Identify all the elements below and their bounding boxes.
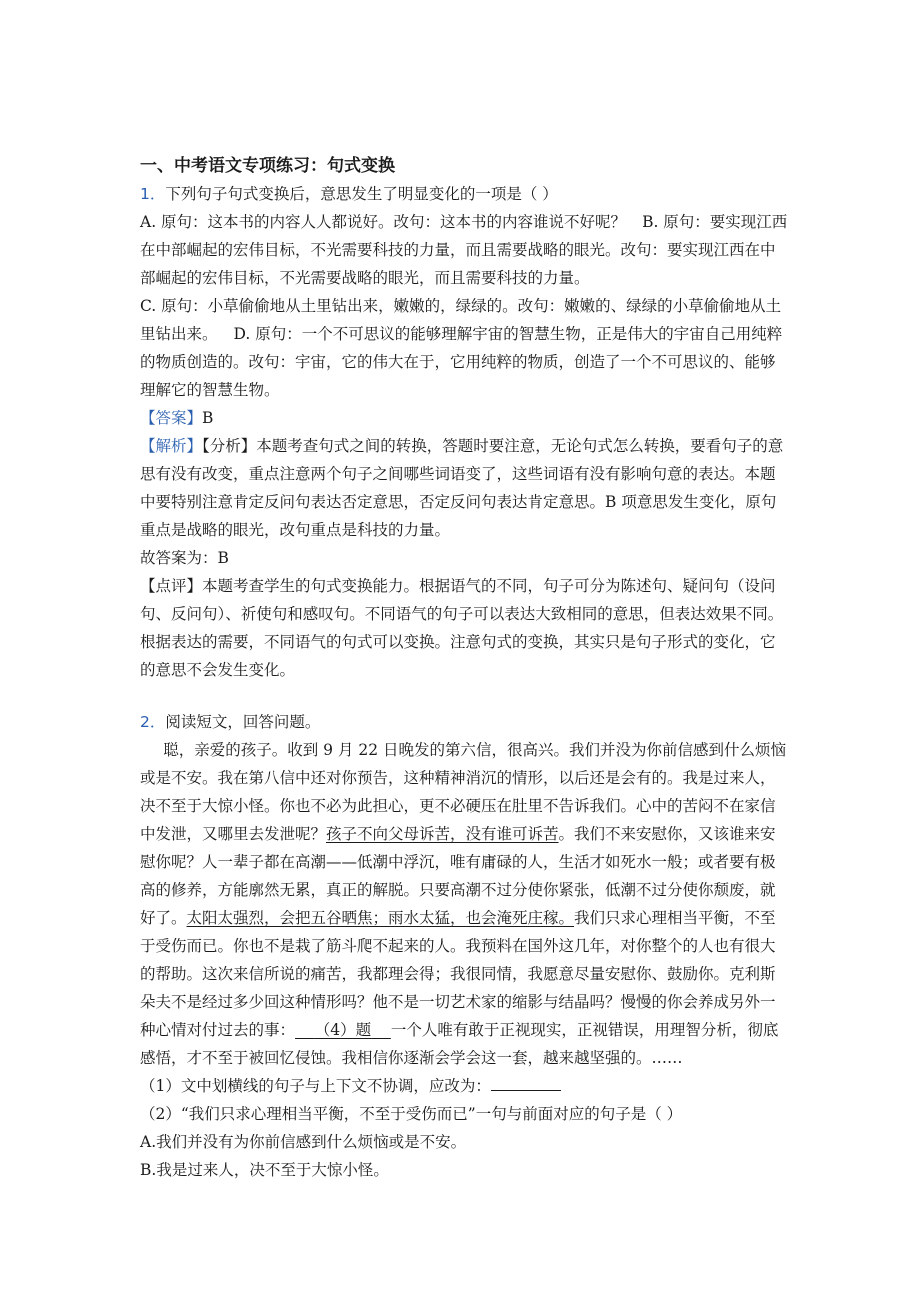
q2-sub2: （2）“我们只求心理相当平衡，不至于受伤而已”一句与前面对应的句子是（ ） bbox=[140, 1105, 683, 1123]
q2-sub2-option-b: B.我是过来人，决不至于大惊小怪。 bbox=[140, 1161, 389, 1179]
q1-option-a: A. 原句：这本书的内容人人都说好。改句：这本书的内容谁说不好呢？ bbox=[140, 213, 627, 231]
q1-option-b: B. 原句：要实现江西在中部崛起的宏伟目标，不光需要科技的力量，而且需要战略的眼光。改句：要实现江西在中部崛起的宏伟目标，不光需要战略的眼光，而且需要科技的力量。 bbox=[140, 213, 788, 287]
q1-answer-line bbox=[140, 404, 788, 432]
q2-underlined-sentence-1: 孩子不向父母诉苦，没有谁可诉苦 bbox=[326, 825, 559, 843]
q2-number: 2． bbox=[140, 713, 166, 731]
q1-options-cd bbox=[140, 292, 788, 404]
q2-sub1: （1）文中划横线的句子与上下文不协调，应改为： bbox=[140, 1077, 491, 1095]
q1-option-c: C. 原句：小草偷偷地从土里钻出来，嫩嫩的，绿绿的。改句：嫩嫩的、绿绿的小草偷偷地从土里钻出来。 bbox=[140, 297, 782, 343]
q2-stem-line bbox=[140, 708, 788, 736]
q1-option-d: D. 原句：一个不可思议的能够理解宇宙的智慧生物，正是伟大的宇宙自己用纯粹的物质创造的。改句：宇宙，它的伟大在于，它用纯粹的物质，创造了一个不可思议的、能够理解它的智慧生物。 bbox=[140, 325, 783, 399]
q2-underlined-sentence-2: 太阳太强烈，会把五谷晒焦；雨水太猛，也会淹死庄稼。 bbox=[186, 909, 575, 927]
q1-stem-line bbox=[140, 180, 788, 208]
q2-passage-part-2: 。我们不来安慰你，又该谁来安慰你呢？人一辈子都在高潮——低潮中浮沉，唯有庸碌的人，生活才如死水一般；或者要有极高的修养，方能廓然无累，真正的解脱。只要高潮不过分使你紧张，低潮不过分使你颓废，就好了。 bbox=[140, 825, 776, 927]
q1-comment-tag: 【点评】 bbox=[140, 577, 203, 595]
q1-number: 1． bbox=[140, 185, 166, 203]
q2-sub1-answer-blank[interactable] bbox=[491, 1072, 561, 1091]
spacer bbox=[140, 684, 788, 708]
q2-sub2-option-a: A.我们并没有为你前信感到什么烦恼或是不安。 bbox=[140, 1133, 467, 1151]
document-content bbox=[140, 150, 788, 1184]
q2-blank-4 bbox=[295, 1021, 391, 1039]
q1-analysis: 【分析】本题考查句式之间的转换，答题时要注意，无论句式怎么转换，要看句子的意思有没有改变，重点注意两个句子之间哪些词语变了，这些词语有没有影响句意的表达。本题中要特别注意肯定反问句表达否定意思，否定反问句表达肯定意思。B 项意思发生变化，原句重点是战略的眼光，改句重点是科技的力量。 bbox=[140, 437, 784, 539]
section-title: 一、中考语文专项练习：句式变换 bbox=[140, 156, 395, 176]
q1-comment-line bbox=[140, 572, 788, 684]
q2-sub1-line bbox=[140, 1072, 788, 1100]
q1-analysis-line bbox=[140, 432, 788, 544]
q1-analysis-tag: 【解析】 bbox=[140, 437, 203, 455]
q1-stem: 下列句子句式变换后，意思发生了明显变化的一项是（ ） bbox=[165, 185, 558, 203]
q1-answer: B bbox=[202, 409, 214, 427]
q2-passage-part-4: 一个人唯有敢于正视现实，正视错误，用理智分析，彻底感悟，才不至于被回忆侵蚀。我相信你逐渐会学会这一套，越来越坚强的。…… bbox=[140, 1021, 779, 1067]
q2-blank-label: （4）题 bbox=[314, 1021, 372, 1039]
q2-passage-part-3: 我们只求心理相当平衡，不至于受伤而已。你也不是栽了筋斗爬不起来的人。我预料在国外这几年，对你整个的人也有很大的帮助。这次来信所说的痛苦，我都理会得；我很同情，我愿意尽量安慰你、鼓励你。克利斯朵夫不是经过多少回这种情形吗？他不是一切艺术家的缩影与结晶吗？慢慢的你会养成另外一种心情对付过去的事： bbox=[140, 909, 776, 1039]
q1-conclusion: 故答案为：B bbox=[140, 549, 229, 567]
q2-stem: 阅读短文，回答问题。 bbox=[165, 713, 321, 731]
q1-options-ab bbox=[140, 208, 788, 292]
q2-passage-part-1: 聪，亲爱的孩子。收到 9 月 22 日晚发的第六信，很高兴。我们并没为你前信感到什么烦恼或是不安。我在第八信中还对你预告，这种精神消沉的情形，以后还是会有的。我是过来人，决不至于大惊小怪。你也不必为此担心，更不必硬压在肚里不告诉我们。心中的苦闷不在家信中发泄，又哪里去发泄呢？ bbox=[140, 741, 787, 843]
q1-answer-tag: 【答案】 bbox=[140, 409, 203, 427]
q1-comment: 本题考查学生的句式变换能力。根据语气的不同，句子可分为陈述句、疑问句（设问句、反问句）、祈使句和感叹句。不同语气的句子可以表达大致相同的意思，但表达效果不同。根据表达的需要，不同语气的句式可以变换。注意句式的变换，其实只是句子形式的变化，它的意思不会发生变化。 bbox=[140, 577, 784, 679]
q2-passage bbox=[140, 736, 788, 1072]
